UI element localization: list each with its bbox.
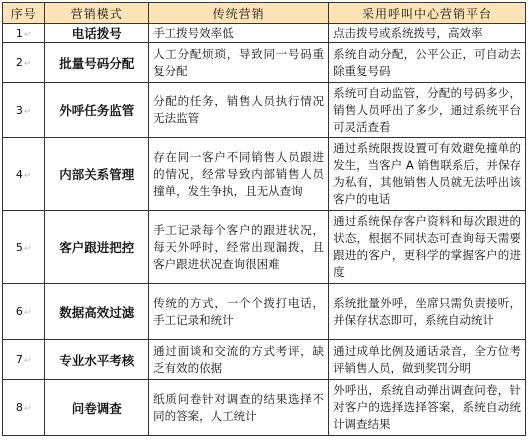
row-traditional: 通过面谈和交流的方式考评，缺乏有效的依据 — [149, 340, 329, 380]
table-row — [3, 43, 526, 83]
row-mode: 电话拨号 — [45, 24, 149, 43]
row-number: 1↵ — [3, 24, 45, 43]
row-traditional: 传统的方式，一个个拨打电话，手工记录和统计 — [149, 284, 329, 340]
paragraph-mark-icon: ↵ — [23, 59, 32, 69]
row-callcenter: 系统批量外呼，坐席只需负责接听，并保存状态即可，系统自动统计 — [329, 284, 526, 340]
row-mode: 批量号码分配 — [45, 43, 149, 83]
paragraph-mark-icon: ↵ — [23, 308, 32, 318]
row-mode: 内部关系管理 — [45, 138, 149, 211]
table-row — [3, 83, 526, 138]
header-row — [3, 3, 526, 24]
row-number: 3↵ — [3, 83, 45, 138]
table-row — [3, 138, 526, 211]
paragraph-mark-icon: ↵ — [23, 404, 32, 414]
row-traditional: 手工拨号效率低 — [149, 24, 329, 43]
row-traditional: 分配的任务，销售人员执行情况无法监管 — [149, 83, 329, 138]
table-row — [3, 211, 526, 284]
row-traditional: 纸质问卷针对调查的结果选择不同的答案，人工统计 — [149, 380, 329, 436]
row-mode: 客户跟进把控 — [45, 211, 149, 284]
paragraph-mark-icon: ↵ — [23, 356, 32, 366]
row-mode: 外呼任务监管 — [45, 83, 149, 138]
row-number: 4↵ — [3, 138, 45, 211]
row-callcenter: 外呼出，系统自动弹出调查问卷，针对客户的选择选择答案，系统自动统计调查结果 — [329, 380, 526, 436]
row-mode: 数据高效过滤 — [45, 284, 149, 340]
paragraph-mark-icon: ↵ — [23, 243, 32, 254]
row-callcenter: 系统可自动监管，分配的号码多少，销售人员呼出了多少，通过系统平台可灵活查看 — [329, 83, 526, 138]
row-number: 2↵ — [3, 43, 45, 83]
row-traditional: 人工分配烦琐，导致同一号码重复分配 — [149, 43, 329, 83]
header-callcenter: 采用呼叫中心营销平台 — [329, 3, 526, 24]
row-traditional: 存在同一客户不同销售人员跟进的情况，经常导致内部销售人员撞单，发生争执，且无从查询 — [149, 138, 329, 211]
row-number: 7↵ — [3, 340, 45, 380]
row-traditional: 手工记录每个客户的跟进状况，每天外呼时，经常出现漏拨，且客户跟进状况查询很困难 — [149, 211, 329, 284]
row-callcenter: 通过系统保存客户资料和每次跟进的状态，根据不同状态可查询每天需要跟进的客户，更科学的掌握客户的进度 — [329, 211, 526, 284]
row-callcenter: 系统自动分配，公平公正，可自动去除重复号码 — [329, 43, 526, 83]
header-mode: 营销模式 — [45, 3, 149, 24]
row-callcenter: 通过成单比例及通话录音，全方位考评销售人员，做到奖罚分明 — [329, 340, 526, 380]
table-row — [3, 340, 526, 380]
table-row — [3, 380, 526, 436]
row-number: 5↵ — [3, 211, 45, 284]
row-callcenter: 点击拨号或系统拨号，高效率 — [329, 24, 526, 43]
paragraph-mark-icon: ↵ — [23, 29, 32, 40]
paragraph-mark-icon: ↵ — [23, 170, 32, 181]
row-mode: 专业水平考核 — [45, 340, 149, 380]
comparison-table — [2, 2, 526, 436]
header-traditional: 传统营销 — [149, 3, 329, 24]
table-row — [3, 24, 526, 43]
table-row — [3, 284, 526, 340]
row-callcenter: 通过系统限拨设置可有效避免撞单的发生，当客户 A 销售联系后，并保存为私有，其他销售人员就无法呼出该客户的电话 — [329, 138, 526, 211]
header-no: 序号 — [3, 3, 45, 24]
row-mode: 问卷调查 — [45, 380, 149, 436]
paragraph-mark-icon: ↵ — [23, 106, 32, 117]
row-number: 6↵ — [3, 284, 45, 340]
row-number: 8↵ — [3, 380, 45, 436]
